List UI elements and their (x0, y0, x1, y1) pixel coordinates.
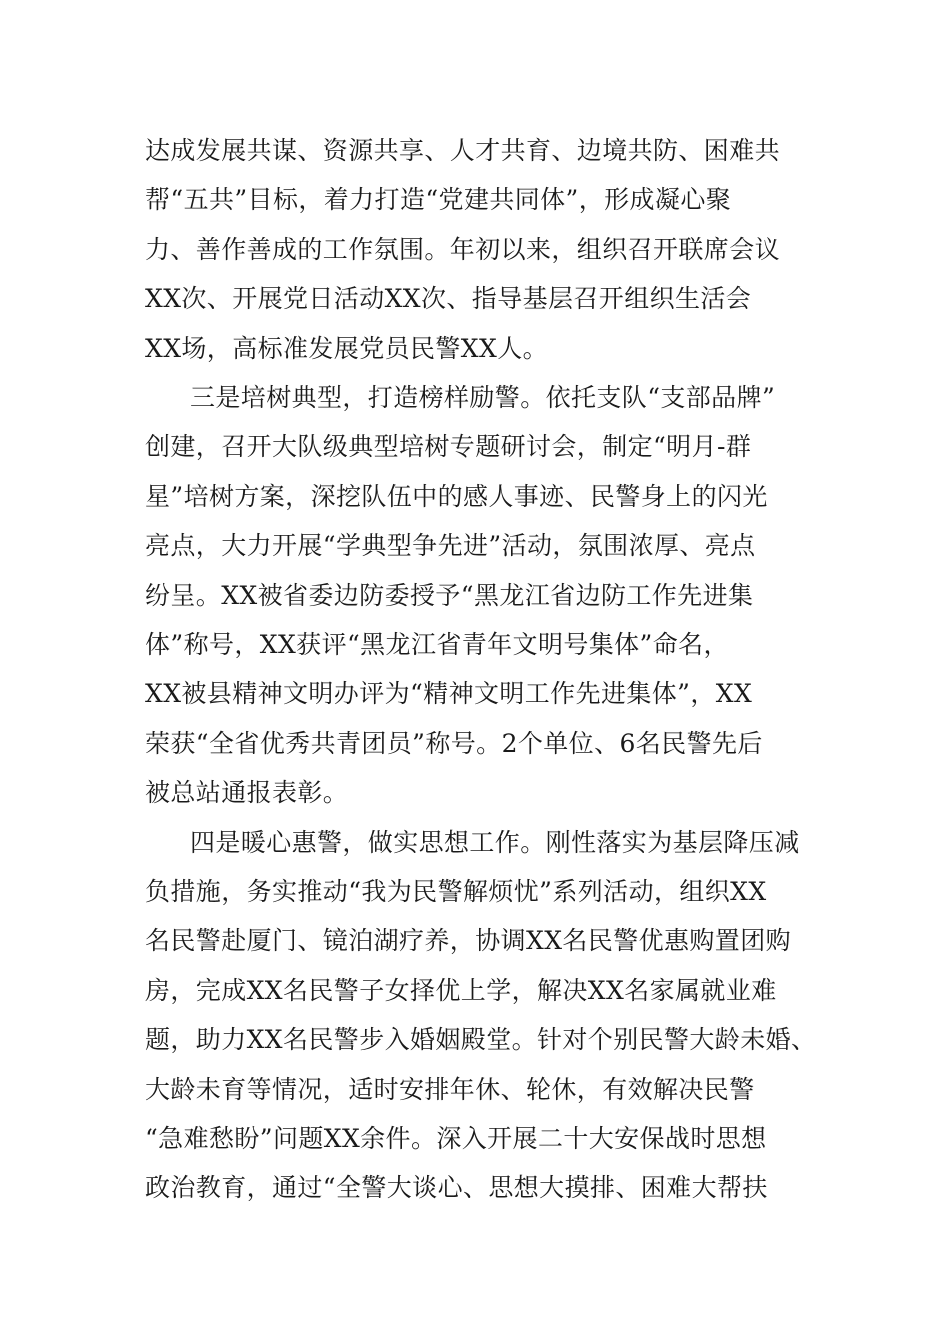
text-line: XX场，高标准发展党员民警XX人。 (145, 333, 548, 363)
text-line: 政治教育，通过“全警大谈心、思想大摸排、困难大帮扶 (145, 1173, 768, 1203)
text-line: 创建，召开大队级典型培树专题研讨会，制定“明月-群 (145, 432, 752, 462)
paragraph-start-line: 三是培树典型，打造榜样励警。依托支队“支部品牌” (190, 383, 776, 412)
text-line: 题，助力XX名民警步入婚姻殿堂。针对个别民警大龄未婚、 (145, 1025, 817, 1055)
text-line: 体”称号，XX获评“黑龙江省青年文明号集体”命名， (145, 630, 729, 659)
text-line: 纷呈。XX被省委边防委授予“黑龙江省边防工作先进集 (145, 580, 754, 610)
text-line: 帮“五共”目标，着力打造“党建共同体”，形成凝心聚 (145, 185, 732, 215)
text-line: “急难愁盼”问题XX余件。深入开展二十大安保战时思想 (145, 1124, 767, 1153)
text-line: 荣获“全省优秀共青团员”称号。2个单位、6名民警先后 (145, 728, 763, 758)
text-line: 大龄未育等情况，适时安排年休、轮休，有效解决民警 (145, 1074, 755, 1104)
text-line: XX次、开展党日活动XX次、指导基层召开组织生活会 (145, 284, 752, 314)
text-line: 达成发展共谋、资源共享、人才共育、边境共防、困难共 (145, 136, 781, 165)
text-line: 房，完成XX名民警子女择优上学，解决XX名家属就业难 (145, 975, 777, 1005)
text-line: 星”培树方案，深挖队伍中的感人事迹、民警身上的闪光 (145, 481, 768, 511)
text-line: 负措施，务实推动“我为民警解烦忧”系列活动，组织XX (145, 877, 767, 906)
paragraph-start-line: 四是暖心惠警，做实思想工作。刚性落实为基层降压减 (190, 827, 800, 857)
text-line: 亮点，大力开展“学典型争先进”活动，氛围浓厚、亮点 (145, 531, 756, 561)
text-line: 力、善作善成的工作氛围。年初以来，组织召开联席会议 (145, 234, 781, 264)
text-line: 名民警赴厦门、镜泊湖疗养，协调XX名民警优惠购置团购 (145, 926, 791, 956)
text-line: XX被县精神文明办评为“精神文明工作先进集体”，XX (145, 679, 753, 709)
text-line: 被总站通报表彰。 (145, 778, 349, 808)
